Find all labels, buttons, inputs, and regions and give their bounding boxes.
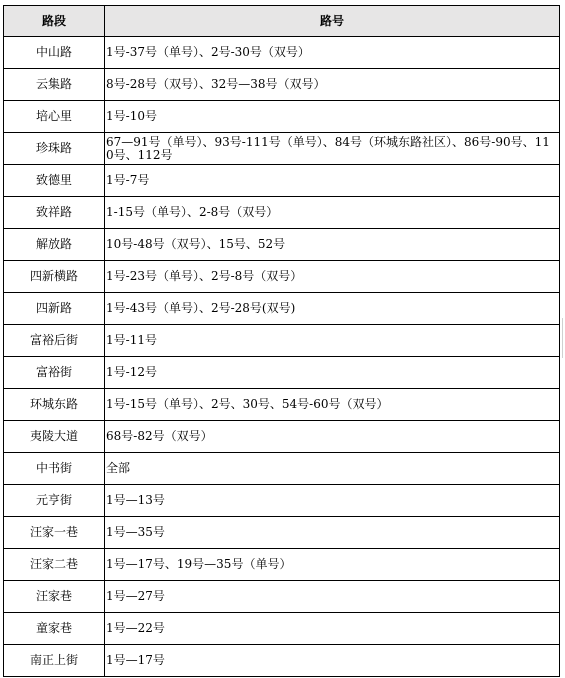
- road-segment-cell: 培心里: [4, 101, 105, 133]
- road-segment-cell: 夷陵大道: [4, 421, 105, 453]
- road-numbers-cell: 8号-28号（双号）、32号—38号（双号）: [105, 69, 560, 101]
- table-row: [4, 69, 560, 101]
- road-segment-cell: 汪家一巷: [4, 517, 105, 549]
- road-number-table-container: [3, 5, 559, 677]
- road-numbers-cell: 1号-43号（单号）、2号-28号(双号): [105, 293, 560, 325]
- road-segment-cell: 富裕街: [4, 357, 105, 389]
- road-segment-cell: 致德里: [4, 165, 105, 197]
- road-segment-cell: 南正上街: [4, 645, 105, 677]
- road-segment-cell: 致祥路: [4, 197, 105, 229]
- road-numbers-cell: 1号—22号: [105, 613, 560, 645]
- road-numbers-cell: 1号-37号（单号）、2号-30号（双号）: [105, 37, 560, 69]
- table-row: [4, 197, 560, 229]
- road-segment-cell: 解放路: [4, 229, 105, 261]
- table-row: [4, 357, 560, 389]
- table-row: [4, 165, 560, 197]
- road-numbers-cell: 68号-82号（双号）: [105, 421, 560, 453]
- table-row: [4, 37, 560, 69]
- road-segment-cell: 四新路: [4, 293, 105, 325]
- road-numbers-cell: 10号-48号（双号）、15号、52号: [105, 229, 560, 261]
- header-numbers: 路号: [105, 6, 560, 37]
- road-numbers-cell: 1号—17号: [105, 645, 560, 677]
- table-row: [4, 421, 560, 453]
- header-segment: 路段: [4, 6, 105, 37]
- road-segment-cell: 元亨街: [4, 485, 105, 517]
- road-segment-cell: 童家巷: [4, 613, 105, 645]
- road-numbers-cell: 1号-7号: [105, 165, 560, 197]
- road-numbers-cell: 全部: [105, 453, 560, 485]
- table-row: [4, 261, 560, 293]
- table-row: [4, 485, 560, 517]
- table-row: [4, 549, 560, 581]
- road-segment-cell: 富裕后街: [4, 325, 105, 357]
- road-numbers-cell: 1号—35号: [105, 517, 560, 549]
- table-row: [4, 517, 560, 549]
- road-segment-cell: 中山路: [4, 37, 105, 69]
- table-row: [4, 293, 560, 325]
- table-row: [4, 613, 560, 645]
- road-numbers-cell: 1号—17号、19号—35号（单号）: [105, 549, 560, 581]
- road-numbers-cell: 1号—13号: [105, 485, 560, 517]
- road-segment-cell: 汪家巷: [4, 581, 105, 613]
- road-segment-cell: 云集路: [4, 69, 105, 101]
- road-numbers-cell: 1号-23号（单号）、2号-8号（双号）: [105, 261, 560, 293]
- table-header-row: [4, 6, 560, 37]
- road-numbers-cell: 67—91号（单号）、93号-111号（单号）、84号（环城东路社区）、86号-90号、110号、112号: [105, 133, 560, 165]
- table-row: [4, 101, 560, 133]
- road-segment-cell: 珍珠路: [4, 133, 105, 165]
- road-numbers-cell: 1号—27号: [105, 581, 560, 613]
- table-row: [4, 645, 560, 677]
- road-segment-cell: 汪家二巷: [4, 549, 105, 581]
- road-numbers-cell: 1号-11号: [105, 325, 560, 357]
- road-numbers-cell: 1号-12号: [105, 357, 560, 389]
- road-numbers-cell: 1号-15号（单号）、2号、30号、54号-60号（双号）: [105, 389, 560, 421]
- table-row: [4, 133, 560, 165]
- table-row: [4, 581, 560, 613]
- road-segment-cell: 四新横路: [4, 261, 105, 293]
- road-segment-cell: 中书街: [4, 453, 105, 485]
- table-row: [4, 453, 560, 485]
- table-row: [4, 389, 560, 421]
- road-numbers-cell: 1-15号（单号）、2-8号（双号）: [105, 197, 560, 229]
- road-segment-cell: 环城东路: [4, 389, 105, 421]
- road-number-table: [3, 5, 560, 677]
- table-row: [4, 325, 560, 357]
- table-row: [4, 229, 560, 261]
- road-numbers-cell: 1号-10号: [105, 101, 560, 133]
